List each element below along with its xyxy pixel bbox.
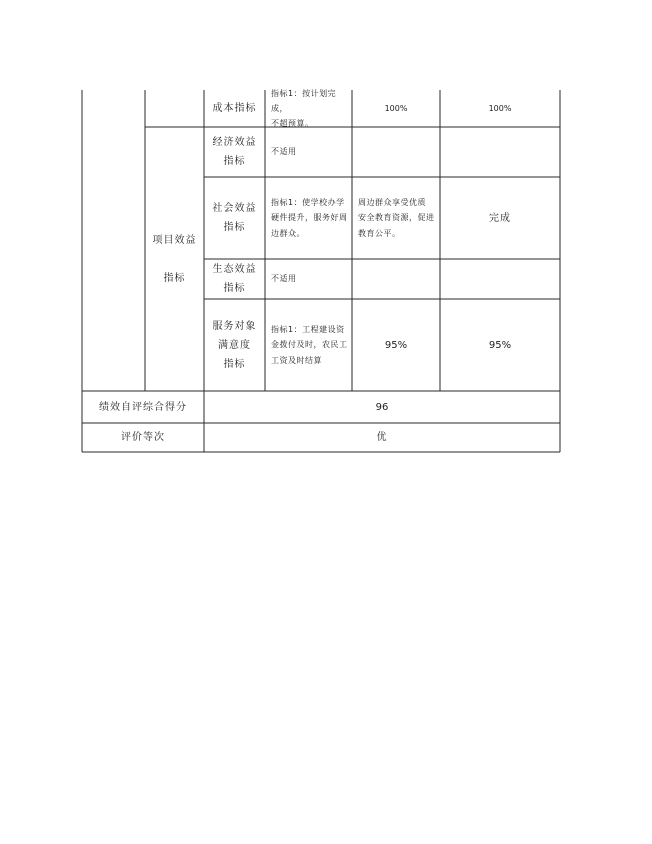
satisfaction-indicator-actual: 95%: [488, 339, 512, 351]
cost-indicator-actual: 100%: [488, 103, 512, 113]
overall-score-label: 绩效自评综合得分: [99, 401, 187, 413]
social-benefit-content: 指标1：使学校办学 硬件提升，服务好周 边群众。: [271, 198, 348, 238]
economic-benefit-label: 经济效益 指标: [212, 137, 257, 167]
economic-benefit-content: 不适用: [271, 147, 297, 157]
cost-indicator-target: 100%: [384, 103, 408, 113]
cost-indicator-label: 成本指标: [212, 103, 257, 114]
ecological-benefit-label: 生态效益 指标: [212, 264, 257, 294]
overall-score-value: 96: [375, 401, 389, 413]
evaluation-grade-label: 评价等次: [121, 432, 165, 443]
social-benefit-actual: 完成: [489, 212, 511, 224]
ecological-benefit-content: 不适用: [271, 274, 297, 284]
satisfaction-indicator-label: 服务对象 满意度 指标: [212, 320, 257, 370]
evaluation-grade-value: 优: [376, 432, 388, 443]
satisfaction-indicator-content: 指标1：工程建设资 金拨付及时，农民工 工资及时结算: [271, 325, 348, 365]
social-benefit-label: 社会效益 指标: [212, 203, 257, 233]
satisfaction-indicator-target: 95%: [384, 339, 408, 351]
social-benefit-target: 周边群众享受优质 安全教育资源，促进 教育公平。: [358, 198, 435, 238]
benefit-indicator-group-label: 项目效益 指标: [152, 234, 197, 284]
cost-indicator-content: 指标1：按计划完成， 不超预算。: [271, 88, 337, 129]
